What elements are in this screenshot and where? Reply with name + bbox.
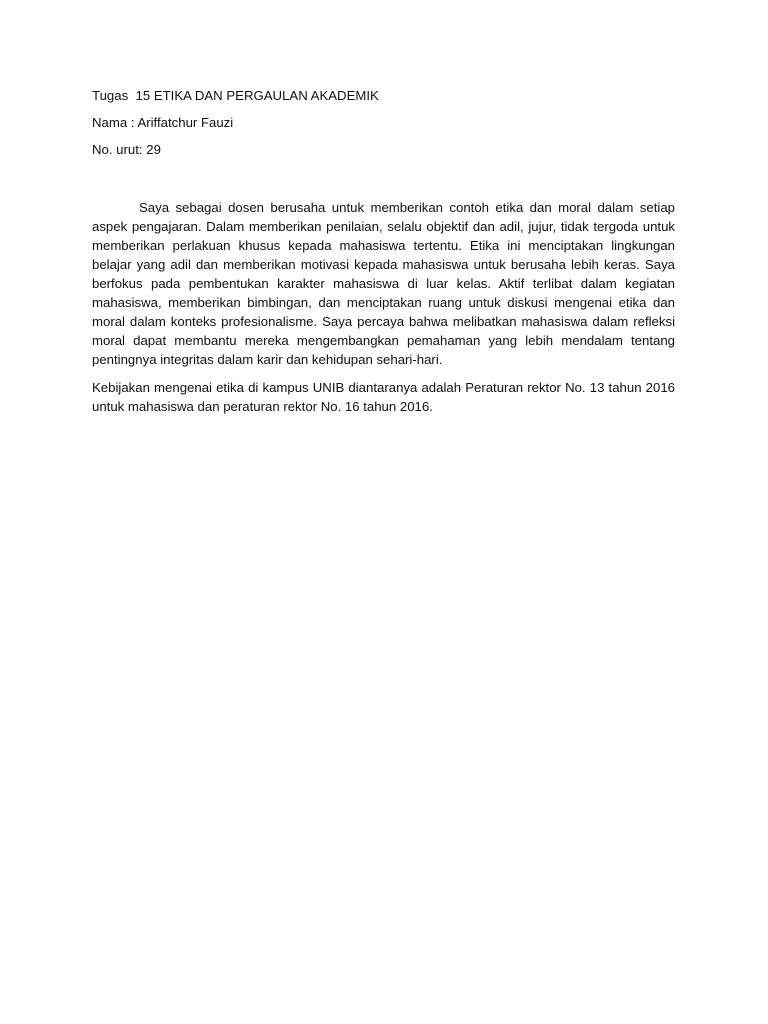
assignment-title: Tugas 15 ETIKA DAN PERGAULAN AKADEMIK (92, 88, 379, 103)
student-name: Nama : Ariffatchur Fauzi (92, 115, 234, 130)
body-paragraph-2: Kebijakan mengenai etika di kampus UNIB diantaranya adalah Peraturan rektor No. 13 tahun 2016 untuk mahasiswa dan peraturan rektor No. 16 tahun 2016. (92, 380, 675, 414)
sequence-number: No. urut: 29 (92, 142, 161, 157)
header-spacer (92, 159, 675, 198)
body-paragraph-1: Saya sebagai dosen berusaha untuk memberikan contoh etika dan moral dalam setiap aspek pengajaran. Dalam memberikan penilaian, selalu objektif dan adil, jujur, tidak tergoda untuk memberikan perlakuan khusus kepada mahasiswa tertentu. Etika ini menciptakan lingkungan belajar yang adil dan memberikan motivasi kepada mahasiswa untuk berusaha lebih keras. Saya berfokus pada pembentukan karakter mahasiswa di luar kelas. Aktif terlibat dalam kegiatan mahasiswa, memberikan bimbingan, dan menciptakan ruang untuk diskusi mengenai etika dan moral dalam konteks profesionalisme. Saya percaya bahwa melibatkan mahasiswa dalam refleksi moral dapat membantu mereka mengembangkan pemahaman yang lebih mendalam tentang pentingnya integritas dalam karir dan kehidupan sehari-hari. (92, 200, 675, 367)
document-content (92, 86, 675, 425)
